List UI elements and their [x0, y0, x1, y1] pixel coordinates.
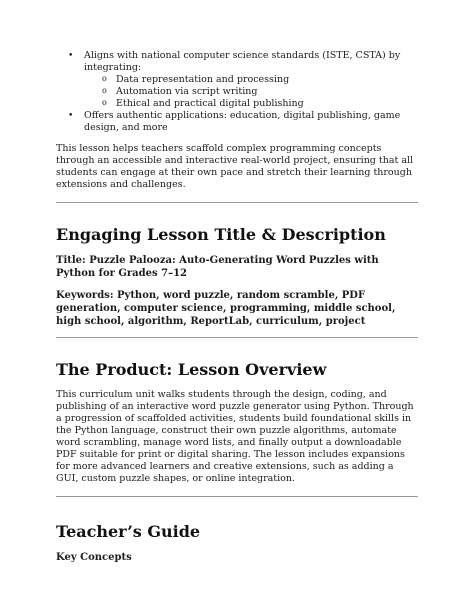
sub-list-item: o Data representation and processing — [116, 74, 418, 86]
sub-list — [84, 74, 418, 110]
section-divider — [56, 337, 418, 338]
list-item — [84, 50, 418, 110]
lesson-title-heading: Engaging Lesson Title & Description — [56, 225, 386, 244]
standards-list — [56, 50, 418, 134]
sub-list-item: o Automation via script writing — [116, 86, 418, 98]
product-paragraph: This curriculum unit walks students through the design, coding, and publishing of an interactive word puzzle generator using Python. Through a progression of scaffolded activities, students build foundational skills in the Python language, construct their own puzzle algorithms, automate word scrambling, manage word lists, and finally output a downloadable PDF suitable for print or digital sharing. The lesson includes expansions for more advanced learners and creative extensions, such as adding a GUI, custom puzzle shapes, or online integration. — [56, 389, 414, 484]
list-item — [84, 110, 418, 134]
key-concepts-heading: Key Concepts — [56, 552, 132, 563]
section-divider — [56, 202, 418, 203]
list-item-text: Offers authentic applications: education, digital publishing, game design, and more — [84, 110, 401, 133]
keywords-line: Keywords: Python, word puzzle, random scramble, PDF generation, computer science, programming, middle school, high school, algorithm, ReportLab, curriculum, project — [56, 290, 396, 327]
section-divider — [56, 496, 418, 497]
list-item-text: Aligns with national computer science standards (ISTE, CSTA) by integrating: — [84, 50, 401, 73]
intro-paragraph: This lesson helps teachers scaffold complex programming concepts through an accessible and interactive real-world project, ensuring that all students can engage at their own pace and stretch their learning through extensions and challenges. — [56, 143, 414, 190]
teachers-guide-heading: Teacher’s Guide — [56, 522, 201, 541]
lesson-title-line: Title: Puzzle Palooza: Auto-Generating Word Puzzles with Python for Grades 7–12 — [56, 255, 379, 279]
sub-list-item: o Ethical and practical digital publishing — [116, 98, 418, 110]
product-heading: The Product: Lesson Overview — [56, 360, 327, 379]
